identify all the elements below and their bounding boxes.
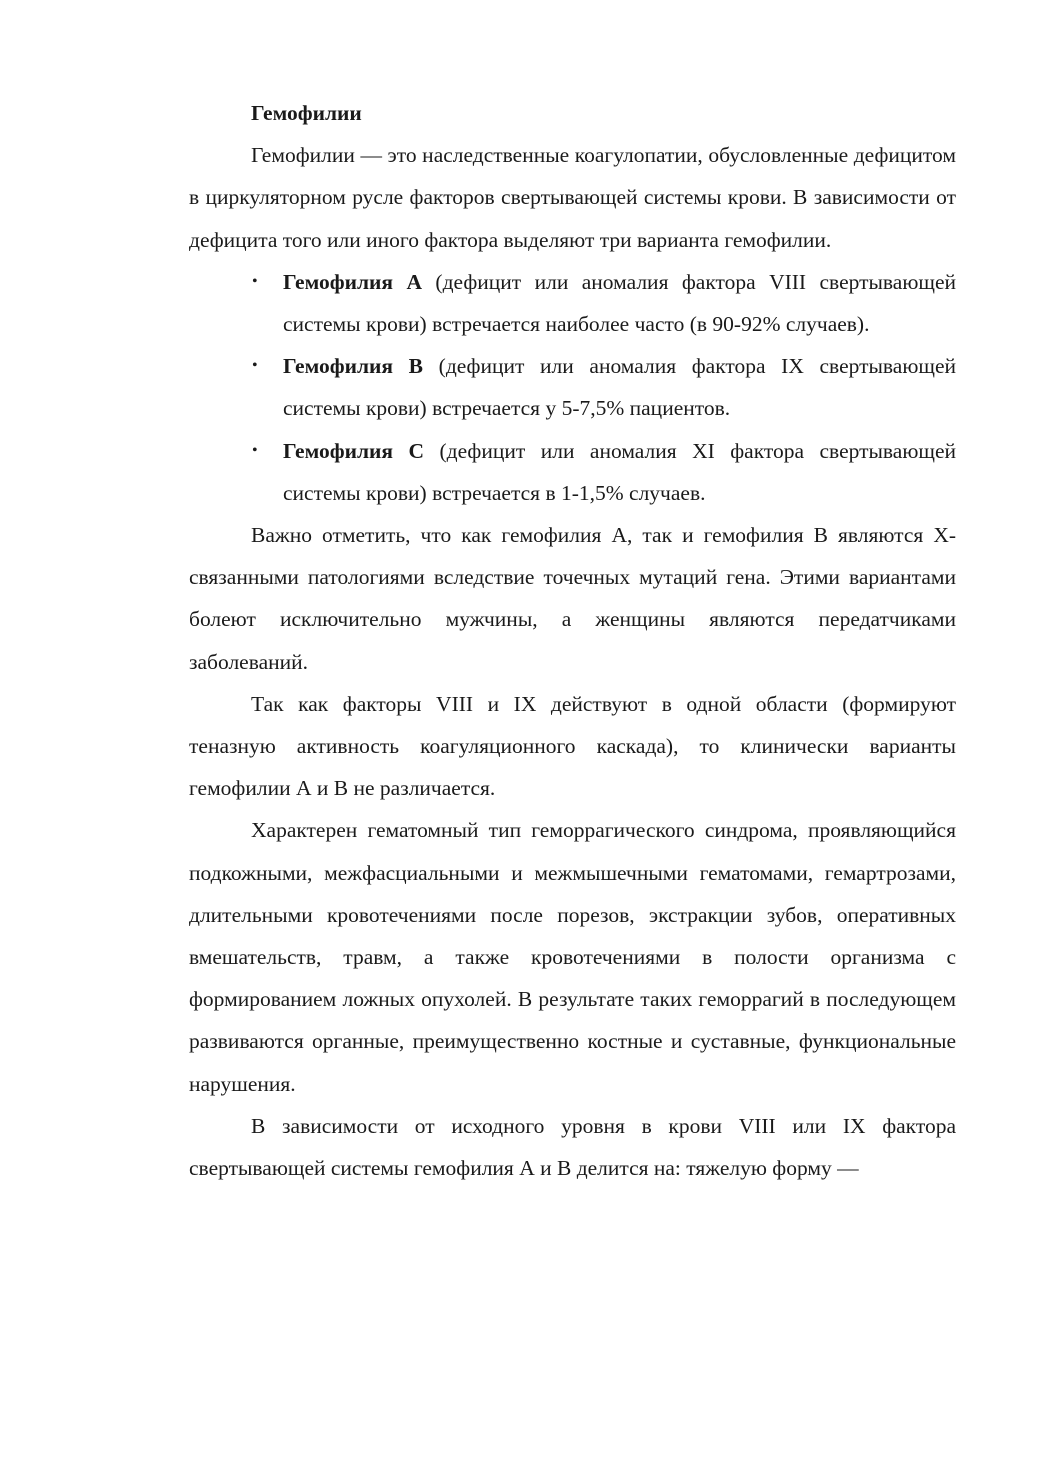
body-paragraph: Характерен гематомный тип геморрагического синдрома, проявляющийся подкожными, межфасциальными и межмышечными гематомами, гемартрозами, длительными кровотечениями после порезов, экстракции зубов, оперативных вмешательств, травм, а также кровотечениями в полости организма с формированием ложных опухолей. В результате таких геморрагий в последующем развиваются органные, преимущественно костные и суставные, функциональные нарушения.: [189, 818, 956, 1096]
bullet-icon: •: [252, 357, 258, 375]
term-description: (дефицит или аномалия фактора IX свертывающей системы крови) встречается у 5-7,5% пациентов.: [283, 354, 956, 421]
body-paragraph: В зависимости от исходного уровня в крови VIII или IX фактора свертывающей системы гемофилия А и В делится на: тяжелую форму —: [189, 1113, 956, 1181]
variants-list: [189, 261, 956, 514]
body-paragraph: Важно отметить, что как гемофилия А, так и гемофилия В являются Х-связанными патологиями вследствие точечных мутаций гена. Этими вариантами болеют исключительно мужчины, а женщины являются передатчиками заболеваний.: [189, 523, 956, 674]
section-heading: Гемофилии: [251, 101, 362, 125]
term-description: (дефицит или аномалия XI фактора свертывающей системы крови) встречается в 1-1,5% случаев.: [283, 438, 957, 505]
intro-paragraph: Гемофилии — это наследственные коагулопатии, обусловленные дефицитом в циркуляторном русле факторов свертывающей системы крови. В зависимости от дефицита того или иного фактора выделяют три варианта гемофилии.: [189, 143, 956, 252]
term-label: Гемофилия А: [283, 269, 422, 294]
list-item-hemophilia-a: [189, 261, 956, 345]
list-item-hemophilia-b: [189, 345, 956, 429]
bullet-icon: •: [252, 441, 258, 459]
term-description: (дефицит или аномалия фактора VIII свертывающей системы крови) встречается наиболее часто (в 90-92% случаев).: [283, 269, 957, 337]
term-label: Гемофилия С: [283, 438, 425, 463]
document-page: [189, 92, 956, 1189]
bullet-icon: •: [252, 272, 258, 290]
list-item-hemophilia-c: [189, 430, 956, 514]
body-paragraph: Так как факторы VIII и IX действуют в одной области (формируют теназную активность коагуляционного каскада), то клинически варианты гемофилии А и В не различается.: [189, 691, 956, 801]
term-label: Гемофилия В: [283, 354, 424, 379]
